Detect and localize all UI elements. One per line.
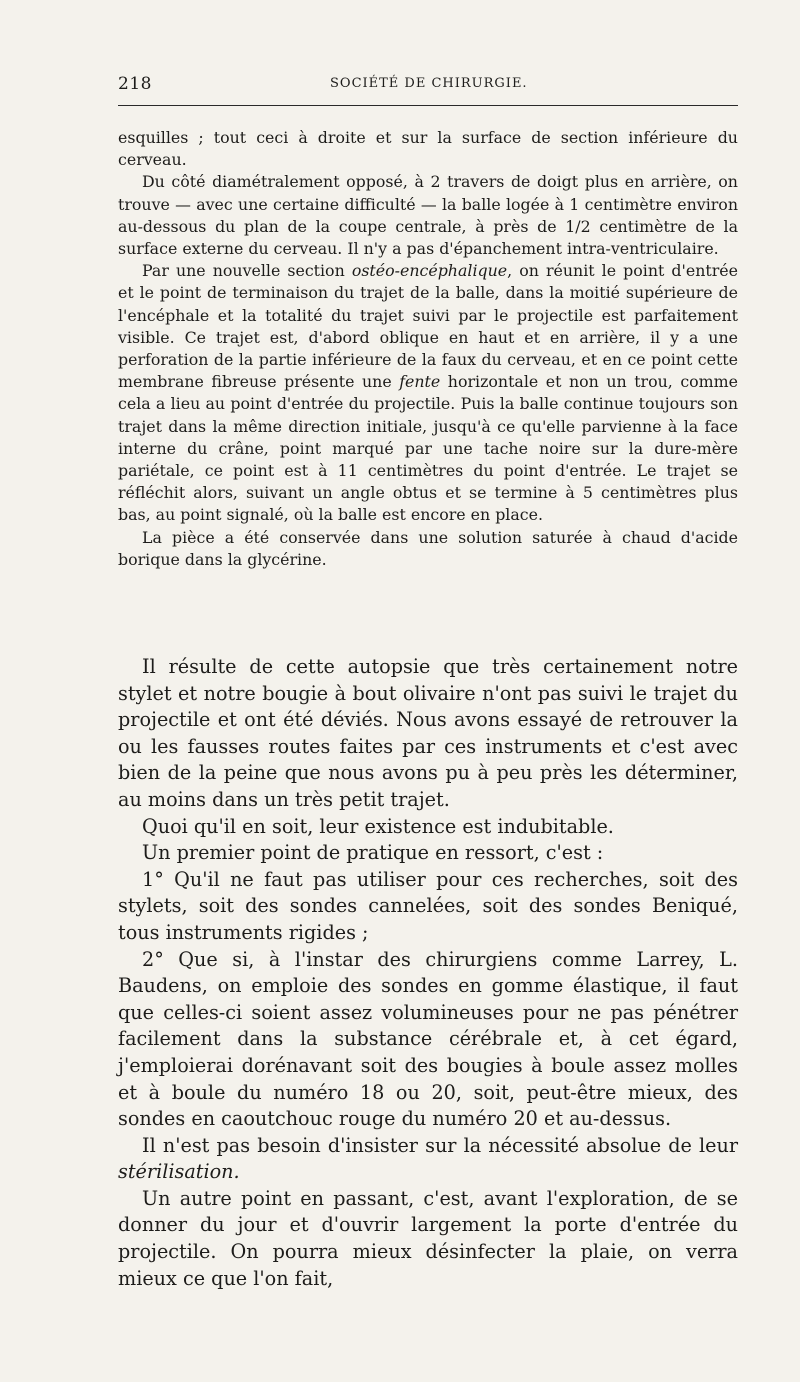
paragraph: 2° Que si, à l'instar des chirurgiens comme Larrey, L. Baudens, on emploie des sondes en gomme élastique, il faut que celles-ci soient assez volumineuses pour ne pas pénétrer facilement dans la substance cérébrale et, à cet égard, j'emploierai dorénavant soit des bougies à boule assez molles et à boule du numéro 18 ou 20, soit, peut-être mieux, des sondes en caoutchouc rouge du numéro 20 et au-dessus. <box>118 947 738 1131</box>
text-run: horizontale et non un trou, comme cela a lieu au point d'entrée du projectile. Puis la balle continue toujours son trajet dans la même direction initiale, jusqu'à ce qu'elle parvienne à la face interne du crâne, point marqué par une tache noire sur la dure-mère pariétale, ce point est à 11 centimètres du point d'entrée. Le trajet se réfléchit alors, suivant un angle obtus et se termine à 5 centimètres plus bas, au point signalé, où la balle est encore en place. <box>118 372 738 525</box>
paragraph: esquilles ; tout ceci à droite et sur la surface de section inférieure du cerveau. <box>118 128 738 170</box>
page-number: 218 <box>118 74 152 94</box>
paragraph: Quoi qu'il en soit, leur existence est indubitable. <box>142 814 614 838</box>
header-rule <box>118 105 738 106</box>
paragraph: Il résulte de cette autopsie que très certainement notre stylet et notre bougie à bout olivaire n'ont pas suivi le trajet du projectile et ont été déviés. Nous avons essayé de retrouver la ou les fausses routes faites par ces instruments et c'est avec bien de la peine que nous avons pu à peu près les déterminer, au moins dans un très petit trajet. <box>118 655 738 811</box>
italic-term: stérilisation. <box>118 1160 240 1184</box>
paragraph: Un autre point en passant, c'est, avant l'exploration, de se donner du jour et d'ouvrir largement la porte d'entrée du projectile. On pourra mieux désinfecter la plaie, on verra mieux ce que l'on fait, <box>118 1186 738 1290</box>
autopsy-report-text <box>118 127 738 571</box>
page-header <box>118 74 738 98</box>
text-run: Par une nouvelle section <box>142 261 352 281</box>
discussion-text <box>118 654 738 1292</box>
text-run: , on réunit le point d'entrée et le point de terminaison du trajet de la balle, dans la moitié supérieure de l'encéphale et la totalité du trajet suivi par le projectile est parfaitement visible. Ce trajet est, d'abord oblique en haut et en arrière, il y a une perforation de la partie inférieure de la faux du cerveau, et en ce point cette membrane fibreuse présente une <box>118 261 738 392</box>
running-title: SOCIÉTÉ DE CHIRURGIE. <box>330 76 528 91</box>
italic-term: fente <box>399 372 441 392</box>
text-run: Il n'est pas besoin d'insister sur la nécessité absolue de leur <box>142 1133 738 1157</box>
paragraph <box>118 1133 738 1186</box>
paragraph: Un premier point de pratique en ressort, c'est : <box>142 841 604 865</box>
paragraph <box>118 260 738 526</box>
paragraph: La pièce a été conservée dans une solution saturée à chaud d'acide borique dans la glycérine. <box>118 527 738 569</box>
paragraph: 1° Qu'il ne faut pas utiliser pour ces recherches, soit des stylets, soit des sondes cannelées, soit des sondes Beniqué, tous instruments rigides ; <box>118 867 738 944</box>
italic-term: ostéo-encéphalique <box>351 261 508 281</box>
paragraph: Du côté diamétralement opposé, à 2 travers de doigt plus en arrière, on trouve — avec une certaine difficulté — la balle logée à 1 centimètre environ au-dessous du plan de la coupe centrale, à près de 1/2 centimètre de la surface externe du cerveau. Il n'y a pas d'épanchement intra-ventriculaire. <box>118 172 738 259</box>
